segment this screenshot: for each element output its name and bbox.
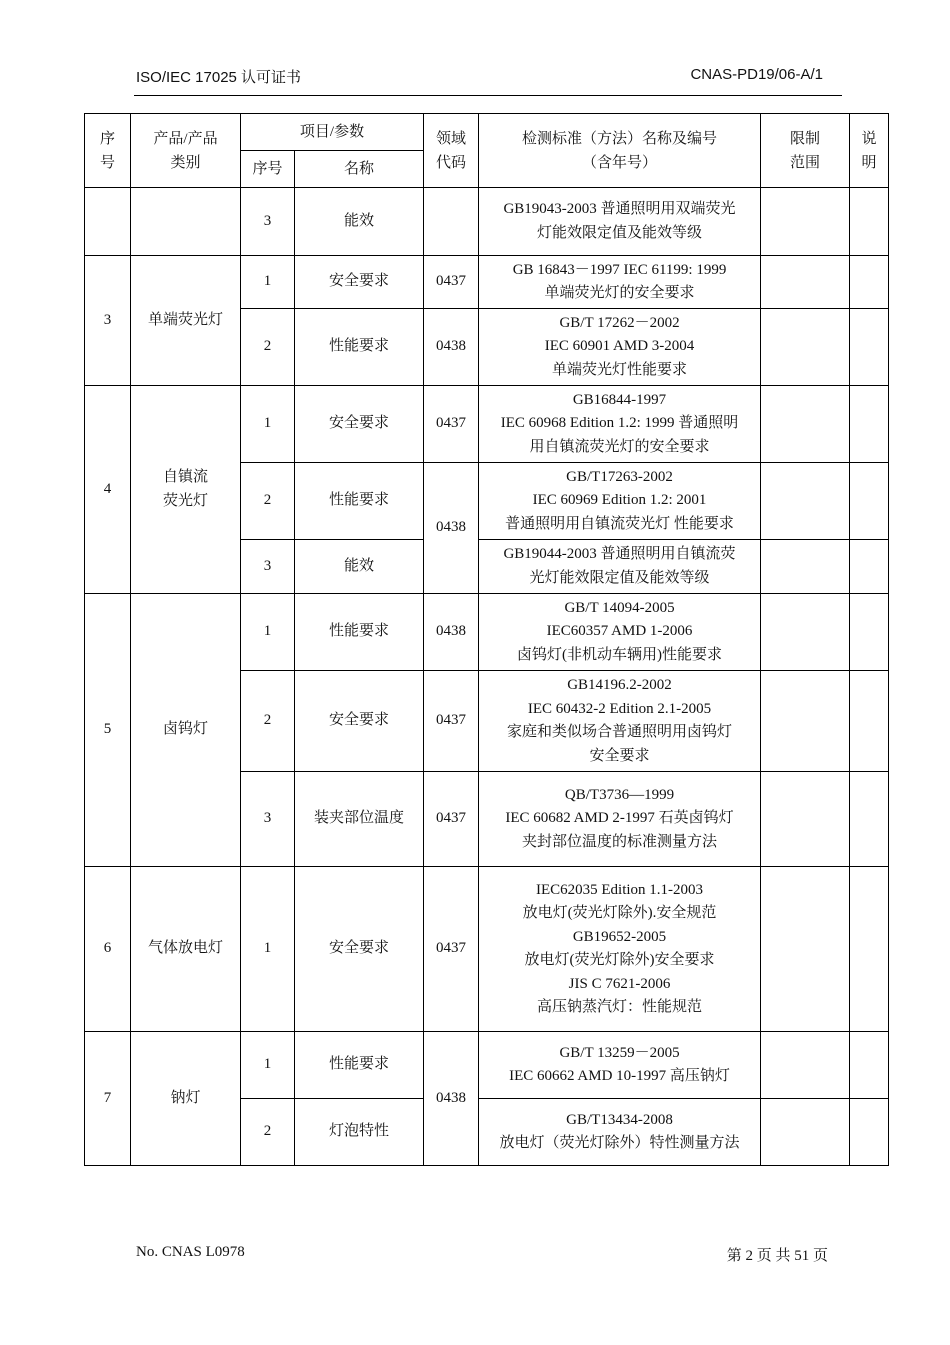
field-code: 0438 xyxy=(424,463,479,594)
item-seq: 1 xyxy=(241,594,295,671)
item-seq: 2 xyxy=(241,1099,295,1166)
col-header-seq: 序号 xyxy=(85,114,131,188)
item-seq: 1 xyxy=(241,1032,295,1099)
table-row xyxy=(85,188,889,256)
field-code: 0438 xyxy=(424,594,479,671)
footer-page-number: 第 2 页 共 51 页 xyxy=(726,1248,828,1264)
item-seq: 2 xyxy=(241,309,295,386)
field-code: 0438 xyxy=(424,309,479,386)
group-seq: 7 xyxy=(85,1032,131,1166)
item-name: 能效 xyxy=(295,188,424,256)
standard-cell: IEC62035 Edition 1.1-2003 放电灯(荧光灯除外).安全规范 GB19652-2005 放电灯(荧光灯除外)安全要求 JIS C 7621-2006 高压钠蒸汽灯：性能规范 xyxy=(479,867,761,1032)
col-header-item-param: 项目/参数 xyxy=(241,114,424,151)
col-header-standard: 检测标准（方法）名称及编号（含年号） xyxy=(479,114,761,188)
product-name: 自镇流 荧光灯 xyxy=(131,386,241,594)
col-header-note: 说明 xyxy=(850,114,889,188)
table-row xyxy=(85,594,889,671)
item-name: 灯泡特性 xyxy=(295,1099,424,1166)
item-seq: 2 xyxy=(241,463,295,540)
footer-certificate-number: No. CNAS L0978 xyxy=(136,1244,245,1260)
standard-cell: GB14196.2-2002 IEC 60432-2 Edition 2.1-2005 家庭和类似场合普通照明用卤钨灯 安全要求 xyxy=(479,671,761,772)
item-seq: 1 xyxy=(241,256,295,309)
item-name: 安全要求 xyxy=(295,671,424,772)
item-name: 性能要求 xyxy=(295,1032,424,1099)
item-seq: 3 xyxy=(241,772,295,867)
standard-cell: GB/T13434-2008 放电灯（荧光灯除外）特性测量方法 xyxy=(479,1099,761,1166)
standard-cell: GB/T 13259－2005 IEC 60662 AMD 10-1997 高压钠灯 xyxy=(479,1032,761,1099)
header-doc-code: CNAS-PD19/06-A/1 xyxy=(690,66,823,83)
group-seq: 3 xyxy=(85,256,131,386)
col-header-limit: 限制范围 xyxy=(761,114,850,188)
field-code: 0437 xyxy=(424,867,479,1032)
item-name: 装夹部位温度 xyxy=(295,772,424,867)
accreditation-table xyxy=(84,113,889,1166)
field-code: 0438 xyxy=(424,1032,479,1166)
product-name: 卤钨灯 xyxy=(131,594,241,867)
group-seq: 5 xyxy=(85,594,131,867)
item-name: 安全要求 xyxy=(295,386,424,463)
col-header-item-seq: 序号 xyxy=(241,151,295,188)
standard-cell: GB/T17263-2002 IEC 60969 Edition 1.2: 2001 普通照明用自镇流荧光灯 性能要求 xyxy=(479,463,761,540)
table-row xyxy=(85,1032,889,1099)
item-seq: 2 xyxy=(241,671,295,772)
item-seq: 3 xyxy=(241,188,295,256)
field-code: 0437 xyxy=(424,256,479,309)
col-header-product: 产品/产品类别 xyxy=(131,114,241,188)
item-name: 性能要求 xyxy=(295,309,424,386)
standard-cell: GB16844-1997 IEC 60968 Edition 1.2: 1999 普通照明 用自镇流荧光灯的安全要求 xyxy=(479,386,761,463)
field-code: 0437 xyxy=(424,386,479,463)
standard-cell: QB/T3736—1999 IEC 60682 AMD 2-1997 石英卤钨灯 夹封部位温度的标准测量方法 xyxy=(479,772,761,867)
item-name: 性能要求 xyxy=(295,594,424,671)
col-header-item-name: 名称 xyxy=(295,151,424,188)
field-code: 0437 xyxy=(424,671,479,772)
item-name: 安全要求 xyxy=(295,256,424,309)
standard-cell: GB19043-2003 普通照明用双端荧光 灯能效限定值及能效等级 xyxy=(479,188,761,256)
header-divider xyxy=(134,95,842,96)
group-seq: 4 xyxy=(85,386,131,594)
item-seq: 1 xyxy=(241,867,295,1032)
group-seq: 6 xyxy=(85,867,131,1032)
item-name: 安全要求 xyxy=(295,867,424,1032)
standard-cell: GB19044-2003 普通照明用自镇流荧 光灯能效限定值及能效等级 xyxy=(479,540,761,594)
item-seq: 1 xyxy=(241,386,295,463)
col-header-field-code: 领域代码 xyxy=(424,114,479,188)
product-name: 气体放电灯 xyxy=(131,867,241,1032)
field-code: 0437 xyxy=(424,772,479,867)
header-title: ISO/IEC 17025 认可证书 xyxy=(136,69,302,86)
table-row xyxy=(85,867,889,1032)
standard-cell: GB/T 17262－2002 IEC 60901 AMD 3-2004 单端荧光灯性能要求 xyxy=(479,309,761,386)
item-name: 性能要求 xyxy=(295,463,424,540)
product-name: 钠灯 xyxy=(131,1032,241,1166)
standard-cell: GB/T 14094-2005 IEC60357 AMD 1-2006 卤钨灯(非机动车辆用)性能要求 xyxy=(479,594,761,671)
table-row xyxy=(85,256,889,309)
product-name: 单端荧光灯 xyxy=(131,256,241,386)
table-row xyxy=(85,386,889,463)
item-seq: 3 xyxy=(241,540,295,594)
standard-cell: GB 16843－1997 IEC 61199: 1999 单端荧光灯的安全要求 xyxy=(479,256,761,309)
item-name: 能效 xyxy=(295,540,424,594)
